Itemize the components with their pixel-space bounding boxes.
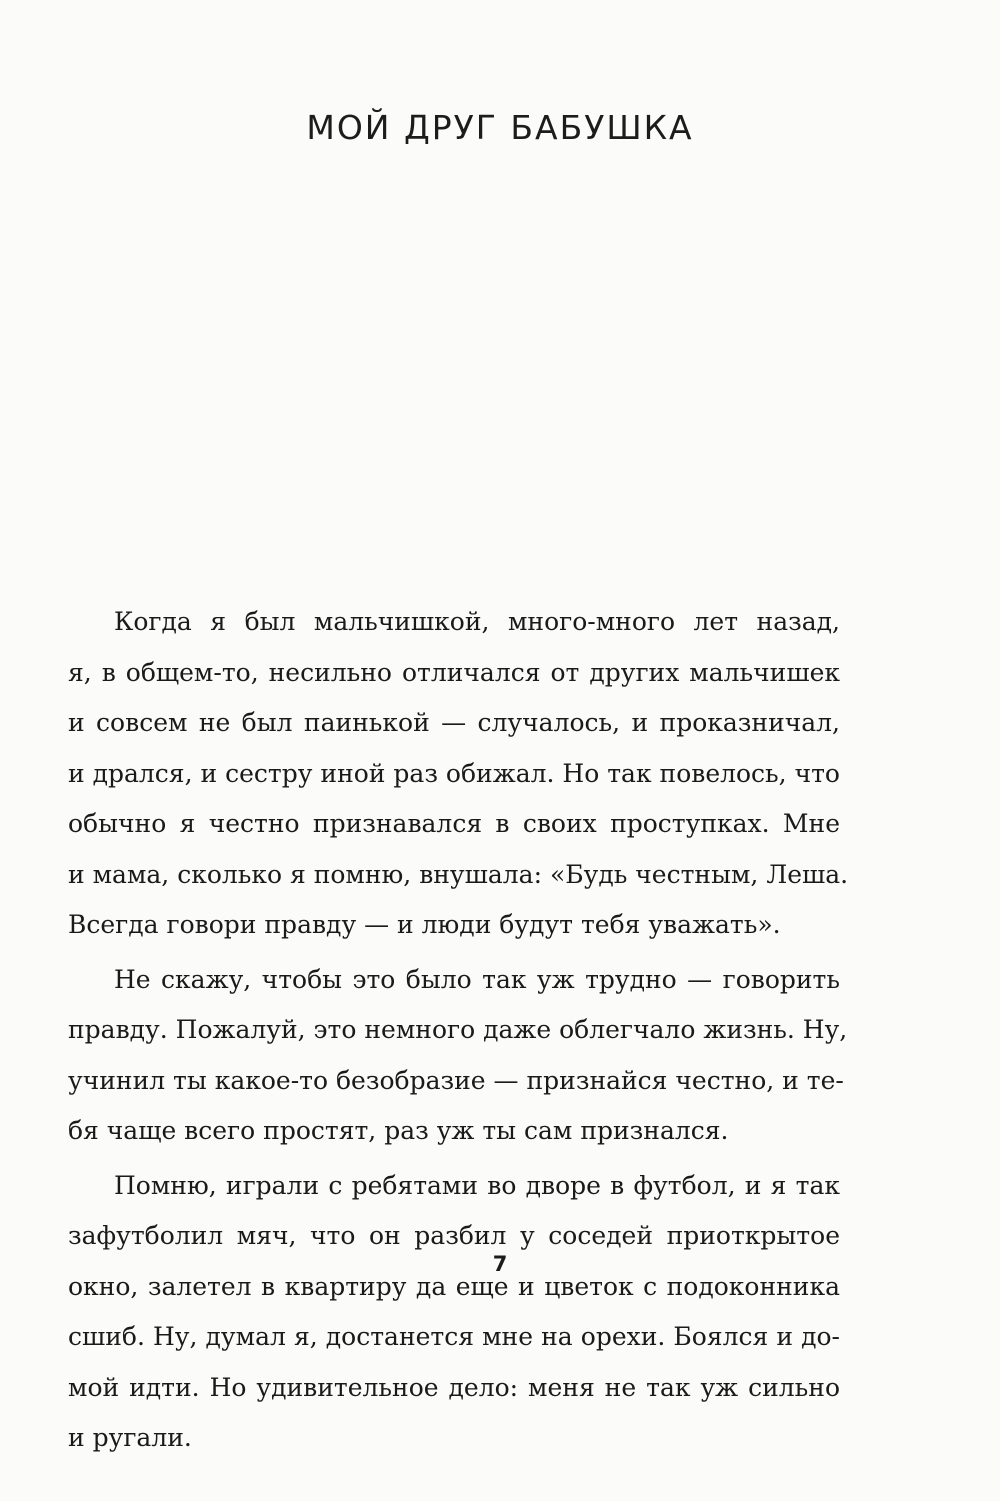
text-line: сшиб. Ну, думал я, достанется мне на орехи. Боялся и до-: [68, 1322, 840, 1351]
text-line: обычно я честно признавался в своих проступках. Мне: [68, 809, 840, 838]
page-number: 7: [492, 1252, 508, 1276]
text-line: правду. Пожалуй, это немного даже облегчало жизнь. Ну,: [68, 1015, 848, 1044]
paragraph: [68, 955, 848, 1157]
text-line: Не скажу, чтобы это было так уж трудно — говорить: [114, 964, 840, 994]
text-line: зафутболил мяч, что он разбил у соседей приоткрытое: [68, 1221, 840, 1250]
text-line: и дрался, и сестру иной раз обижал. Но так повелось, что: [68, 758, 840, 788]
text-line: и ругали.: [68, 1423, 192, 1452]
text-line: окно, залетел в квартиру да еще и цветок с подоконника: [68, 1271, 840, 1301]
text-line: Всегда говори правду — и люди будут тебя уважать».: [68, 910, 781, 939]
paragraph: [68, 597, 849, 951]
text-line: учинил ты какое-то безобразие — признайся честно, и те-: [68, 1065, 844, 1095]
text-line: Помню, играли с ребятами во дворе в футбол, и я так: [114, 1170, 840, 1200]
text-line: и мама, сколько я помню, внушала: «Будь честным, Леша.: [68, 859, 849, 889]
text-line: Когда я был мальчишкой, много-много лет назад,: [114, 607, 840, 636]
chapter-title: МОЙ ДРУГ БАБУШКА: [306, 108, 694, 147]
text-line: я, в общем-то, несильно отличался от других мальчишек: [68, 657, 840, 687]
body-text: [68, 597, 849, 1468]
text-line: и совсем не был паинькой — случалось, и проказничал,: [68, 708, 840, 737]
paragraph: [68, 1161, 840, 1464]
text-line: бя чаще всего простят, раз уж ты сам признался.: [68, 1116, 729, 1145]
text-line: мой идти. Но удивительное дело: меня не так уж сильно: [68, 1372, 840, 1402]
